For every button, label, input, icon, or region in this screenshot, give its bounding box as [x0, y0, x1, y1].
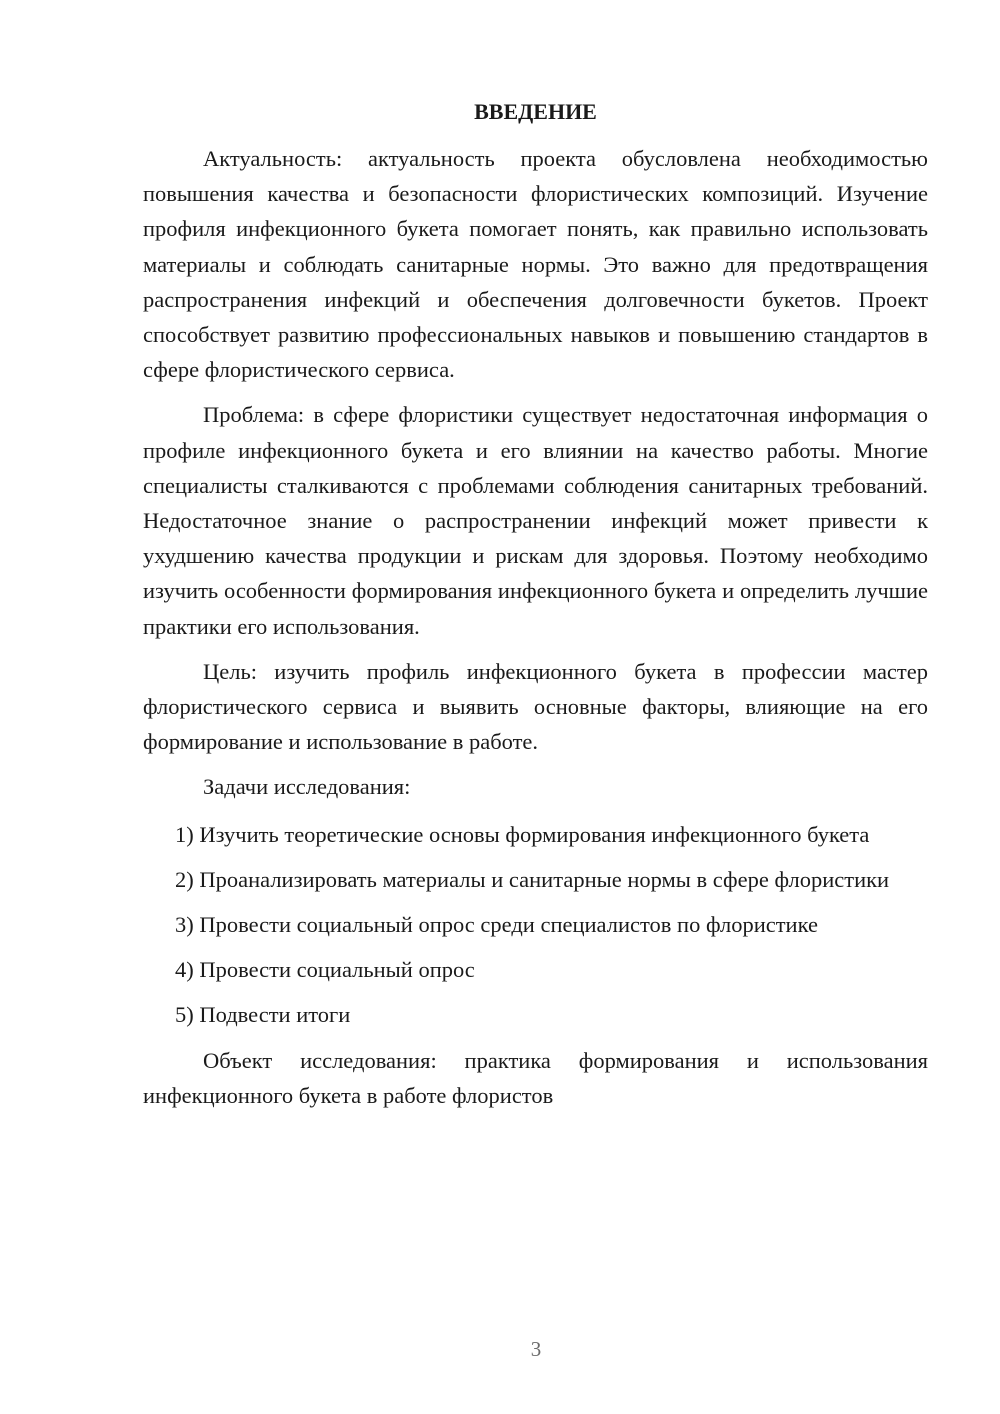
paragraph-relevance: Актуальность: актуальность проекта обусловлена необходимостью повышения качества и безопасности флористических композиций. Изучение профиля инфекционного букета помогает понять, как правильно использовать материалы и соблюдать санитарные нормы. Это важно для предотвращения распространения инфекций и обеспечения долговечности букетов. Проект способствует развитию профессиональных навыков и повышению стандартов в сфере флористического сервиса. — [143, 146, 928, 383]
list-item: 2) Проанализировать материалы и санитарные нормы в сфере флористики — [175, 866, 890, 892]
list-item: 3) Провести социальный опрос среди специалистов по флористике — [175, 912, 818, 938]
tasks-title: Задачи исследования: — [203, 774, 411, 800]
list-item: 4) Провести социальный опрос — [175, 957, 475, 983]
paragraph-goal: Цель: изучить профиль инфекционного букета в профессии мастер флористического сервиса и выявить основные факторы, влияющие на его формирование и использование в работе. — [143, 658, 928, 755]
paragraph-object: Объект исследования: практика формирования и использования инфекционного букета в работе флористов — [143, 1047, 928, 1108]
page-number: 3 — [530, 1337, 542, 1361]
list-item: 1) Изучить теоретические основы формирования инфекционного букета — [175, 821, 870, 847]
page-title: ВВЕДЕНИЕ — [474, 99, 597, 124]
tasks-list — [143, 817, 928, 1033]
paragraph-problem: Проблема: в сфере флористики существует недостаточная информация о профиле инфекционного букета и его влиянии на качество работы. Многие специалисты сталкиваются с проблемами соблюдения санитарных требований. Недостаточное знание о распространении инфекций может привести к ухудшению качества продукции и рискам для здоровья. Поэтому необходимо изучить особенности формирования инфекционного букета и определить лучшие практики его использования. — [143, 402, 928, 639]
list-item: 5) Подвести итоги — [175, 1002, 351, 1028]
